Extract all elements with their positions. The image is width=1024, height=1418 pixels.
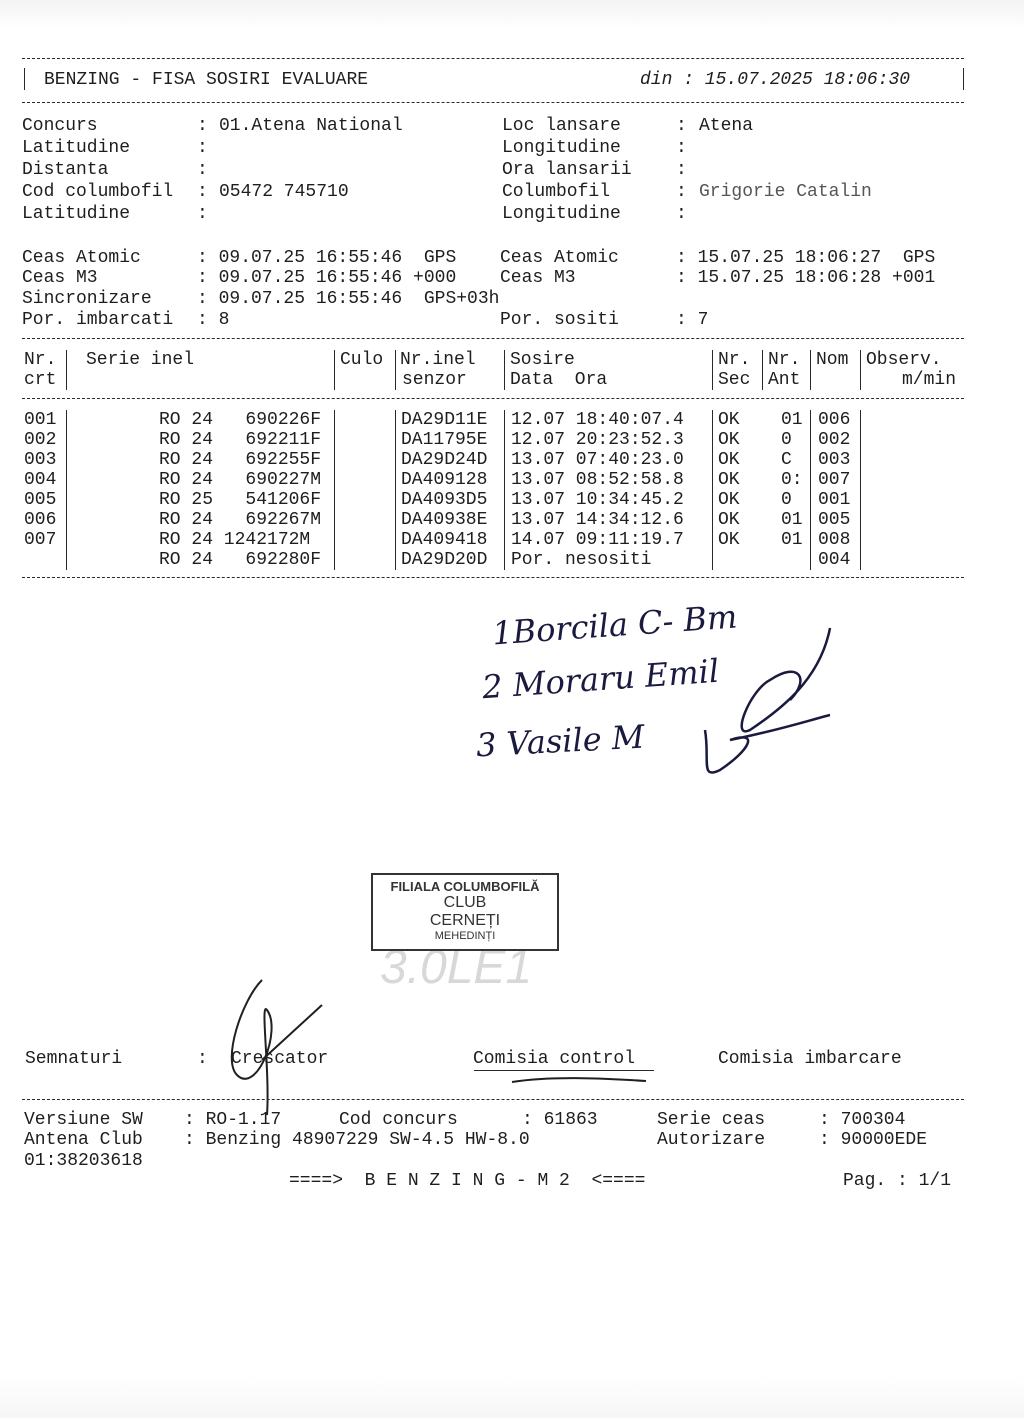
cell-ant: 01 [781,410,803,430]
cell-serie: RO 24 690226F [159,410,322,430]
info-label: Latitudine [22,204,131,224]
cell-sosire: 12.07 20:23:52.3 [511,430,684,450]
cell-nom: 002 [818,430,851,450]
col-header: Nr. [24,350,57,370]
info-sep: : [676,204,687,224]
cell-senzor: DA29D24D [401,450,488,470]
clock-value: : 09.07.25 16:55:46 +000 [197,268,457,288]
info-label: Latitudine [22,138,131,158]
footer-value: : 61863 [522,1110,598,1130]
signatures-label: Semnaturi [25,1049,123,1069]
cell-senzor: DA409128 [401,470,488,490]
col-line [504,350,505,390]
col-header: Sec [718,370,751,390]
col-line [762,350,763,390]
cell-sec: OK [718,530,740,550]
divider [22,338,964,339]
info-label: Longitudine [502,204,621,224]
footer-label: Antena Club [24,1130,143,1150]
col-line [712,350,713,390]
divider [22,398,964,399]
device-name: ====> B E N Z I N G - M 2 <==== [289,1171,646,1191]
col-line [395,350,396,390]
cell-nr: 005 [24,490,57,510]
info-value: Grigorie Catalin [699,182,872,202]
clock-value: : 09.07.25 16:55:46 GPS+03h [197,289,500,309]
page-number: Pag. : 1/1 [843,1171,952,1191]
cell-sosire: 12.07 18:40:07.4 [511,410,684,430]
signature-comisia-imbarcare: Comisia imbarcare [718,1049,902,1069]
cell-nr: 006 [24,510,57,530]
col-line [860,350,861,390]
cell-serie: RO 24 692255F [159,450,322,470]
club-stamp [371,873,559,951]
cell-senzor: DA11795E [401,430,488,450]
col-line [810,410,811,570]
cell-ant: 0 [781,490,792,510]
cell-serie: RO 25 541206F [159,490,322,510]
cell-sec: OK [718,450,740,470]
cell-nr: 003 [24,450,57,470]
clock-label: Por. sositi [500,310,619,330]
col-line [712,410,713,570]
cell-sosire: Por. nesositi [511,550,652,570]
info-sep: : [197,204,208,224]
clock-label: Sincronizare [22,289,152,309]
underline [474,1070,654,1071]
col-header: Ant [768,370,801,390]
footer-value: : Benzing 48907229 SW-4.5 HW-8.0 [184,1130,530,1150]
divider [22,1099,964,1100]
col-header: m/min [902,370,957,390]
col-line [334,410,335,570]
header-border-right [963,68,964,90]
divider [22,102,964,103]
club-id: 01:38203618 [24,1151,143,1171]
col-header: crt [24,370,57,390]
col-header: Serie inel [86,350,195,370]
cell-sec: OK [718,410,740,430]
stamp-line: CERNEȚI [429,912,501,929]
divider [22,58,964,59]
col-header: Culo [340,350,384,370]
handwritten-line: 2 Moraru Emil [480,651,721,707]
footer-label: Versiune SW [24,1110,143,1130]
info-value: 01.Atena National [219,116,403,136]
cell-senzor: DA409418 [401,530,488,550]
col-header: Nom [816,350,849,370]
cell-serie: RO 24 692267M [159,510,322,530]
cell-serie: RO 24 1242172M [159,530,311,550]
cell-nom: 008 [818,530,851,550]
info-label: Columbofil [502,182,611,202]
divider [22,577,964,578]
cell-nom: 007 [818,470,851,490]
col-header: Nr. [768,350,801,370]
footer-value: : 90000EDE [819,1130,928,1150]
stamp-line: FILIALA COLUMBOFILĂ [390,879,540,894]
cell-nom: 005 [818,510,851,530]
footer-label: Autorizare [657,1130,766,1150]
cell-serie: RO 24 690227M [159,470,322,490]
col-header: senzor [402,370,467,390]
cell-sosire: 13.07 10:34:45.2 [511,490,684,510]
bleed-through: 3.0LE1 [380,941,533,994]
col-line [395,410,396,570]
col-line [334,350,335,390]
cell-senzor: DA40938E [401,510,488,530]
footer-value: : 700304 [819,1110,906,1130]
info-sep: : [676,160,687,180]
cell-nr: 001 [24,410,57,430]
cell-sosire: 14.07 09:11:19.7 [511,530,684,550]
stamp-line: MEHEDINȚI [434,930,496,942]
info-value: 05472 745710 [219,182,349,202]
crescator-signature [222,970,342,1120]
handwritten-line: 1Borcila C- Bm [490,597,739,653]
clock-value: : 7 [676,310,709,330]
col-header: Observ. [866,350,942,370]
clock-value: : 8 [197,310,230,330]
cell-sosire: 13.07 07:40:23.0 [511,450,684,470]
col-line [860,410,861,570]
cell-ant: 01 [781,510,803,530]
col-line [504,410,505,570]
cell-serie: RO 24 692280F [159,550,322,570]
info-label: Concurs [22,116,98,136]
col-line [66,410,67,570]
col-header: Sosire [510,350,575,370]
cell-nom: 003 [818,450,851,470]
clock-label: Por. imbarcati [22,310,174,330]
cell-nom: 001 [818,490,851,510]
cell-nom: 006 [818,410,851,430]
cell-ant: C [781,450,792,470]
clock-label: Ceas M3 [500,268,576,288]
info-sep: : [197,160,208,180]
info-label: Distanta [22,160,109,180]
cell-sec: OK [718,430,740,450]
clock-label: Ceas Atomic [22,248,141,268]
handwritten-line: 3 Vasile M [475,717,646,765]
cell-sec: OK [718,510,740,530]
info-sep: : [676,138,687,158]
cell-senzor: DA4093D5 [401,490,488,510]
col-header: Data Ora [510,370,608,390]
signature-crescator: Crescator [231,1049,329,1069]
info-label: Longitudine [502,138,621,158]
cell-sosire: 13.07 08:52:58.8 [511,470,684,490]
info-label: Loc lansare [502,116,621,136]
info-label: Cod columbofil [22,182,174,202]
document-title: BENZING - FISA SOSIRI EVALUARE [44,70,369,90]
info-sep: : [676,116,687,136]
document-date: din : 15.07.2025 18:06:30 [640,70,911,90]
footer-label: Cod concurs [339,1110,458,1130]
signature-mark [690,620,850,790]
col-header: Nr. [718,350,751,370]
stamp-line: CLUB [443,894,487,911]
clock-value: : 09.07.25 16:55:46 GPS [197,248,457,268]
cell-nom: 004 [818,550,851,570]
cell-senzor: DA29D11E [401,410,488,430]
footer-label: Serie ceas [657,1110,766,1130]
footer-value: : RO-1.17 [184,1110,282,1130]
signature-comisia-control: Comisia control [473,1049,636,1069]
cell-ant: 0 [781,430,792,450]
info-sep: : [197,182,208,202]
info-label: Ora lansarii [502,160,632,180]
cell-ant: 01 [781,530,803,550]
cell-nr: 004 [24,470,57,490]
clock-value: : 15.07.25 18:06:27 GPS [676,248,936,268]
clock-label: Ceas Atomic [500,248,619,268]
cell-nr: 007 [24,530,57,550]
control-signature-stroke [510,1074,650,1086]
cell-ant: 0: [781,470,803,490]
info-sep: : [676,182,687,202]
cell-nr: 002 [24,430,57,450]
info-value: Atena [699,116,754,136]
cell-sosire: 13.07 14:34:12.6 [511,510,684,530]
clock-value: : 15.07.25 18:06:28 +001 [676,268,936,288]
header-border-left [24,68,25,90]
col-header: Nr.inel [400,350,476,370]
info-sep: : [197,138,208,158]
col-line [66,350,67,390]
cell-serie: RO 24 692211F [159,430,322,450]
clock-label: Ceas M3 [22,268,98,288]
cell-sec: OK [718,490,740,510]
cell-senzor: DA29D20D [401,550,488,570]
info-sep: : [197,116,208,136]
signatures-sep: : [197,1049,208,1069]
cell-sec: OK [718,470,740,490]
col-line [810,350,811,390]
